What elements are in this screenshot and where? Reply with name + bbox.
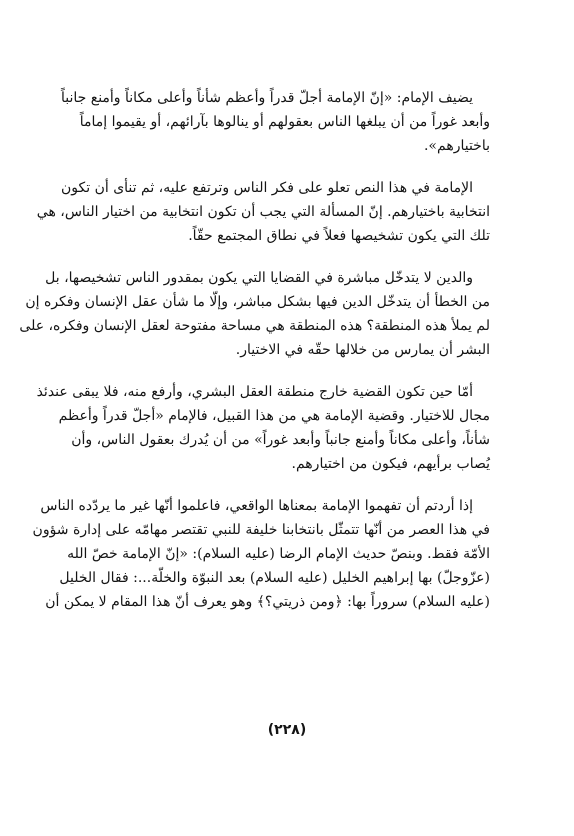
- text-line: مجال للاختيار. وقضية الإمامة هي من هذا القبيل، فالإمام «أجلّ قدراً وأعظم: [58, 408, 490, 424]
- text-line: (عليه السلام) سروراً بها: ﴿ومن ذريتي؟﴾ وهو يعرف أنّ هذا المقام لا يمكن أن: [45, 594, 490, 610]
- page-number: (٢٢٨): [267, 722, 307, 738]
- text-line: في هذا العصر من أنّها تتمثّل بانتخابنا خليفة للنبي تقتصر مهامّه على إدارة شؤون: [32, 522, 490, 538]
- text-line: وأبعد غوراً من أن يبلغها الناس بعقولهم أو ينالوها بآرائهم، أو يقيموا إماماً: [79, 114, 490, 130]
- text-line: باختيارهم».: [423, 138, 490, 154]
- text-line: شأناً، وأعلى مكاناً وأمنع جانباً وأبعد غوراً» من أن يُدرك بعقول الناس، وأن: [71, 432, 490, 448]
- text-line: أمّا حين تكون القضية خارج منطقة العقل البشري، وأرفع منه، فلا يبقى عندئذ: [36, 384, 473, 400]
- text-line: من الخطأ أن يتدخّل الدين فيها بشكل مباشر، وإلّا ما شأن عقل الإنسان وفكره إن: [25, 294, 490, 310]
- text-line: الأمّة فقط. وبنصّ حديث الإمام الرضا (عليه السلام): «إنّ الإمامة خصّ الله: [67, 546, 490, 562]
- text-line: انتخابية باختيارهم. إنّ المسألة التي يجب أن تكون انتخابية من اختيار الناس، هي: [36, 204, 490, 220]
- text-line: يضيف الإمام: «إنّ الإمامة أجلّ قدراً وأعظم شأناً وأعلى مكاناً وأمنع جانباً: [60, 90, 473, 106]
- text-line: والدين لا يتدخّل مباشرة في القضايا التي يكون بمقدور الناس تشخيصها، بل: [45, 270, 473, 286]
- text-line: تلك التي يكون تشخيصها فعلاً في نطاق المجتمع حقّاً.: [188, 228, 490, 244]
- text-line: الإمامة في هذا النص تعلو على فكر الناس وترتفع عليه، ثم تنأى أن تكون: [61, 180, 473, 196]
- text-line: لم يملأ هذه المنطقة؟ هذه المنطقة هي مساحة مفتوحة لعقل الإنسان وفكره، على: [19, 318, 490, 334]
- text-line: يُصاب برأيهم، فيكون من اختيارهم.: [291, 456, 490, 472]
- text-line: البشر أن يمارس من خلالها حقّه في الاختيار.: [235, 342, 490, 358]
- text-line: (عزّوجلّ) بها إبراهيم الخليل (عليه السلام) بعد النبوّة والخلّة...: فقال الخليل: [59, 570, 490, 586]
- text-line: إذا أردتم أن تفهموا الإمامة بمعناها الواقعي، فاعلموا أنّها غير ما يردّده الناس: [40, 498, 473, 514]
